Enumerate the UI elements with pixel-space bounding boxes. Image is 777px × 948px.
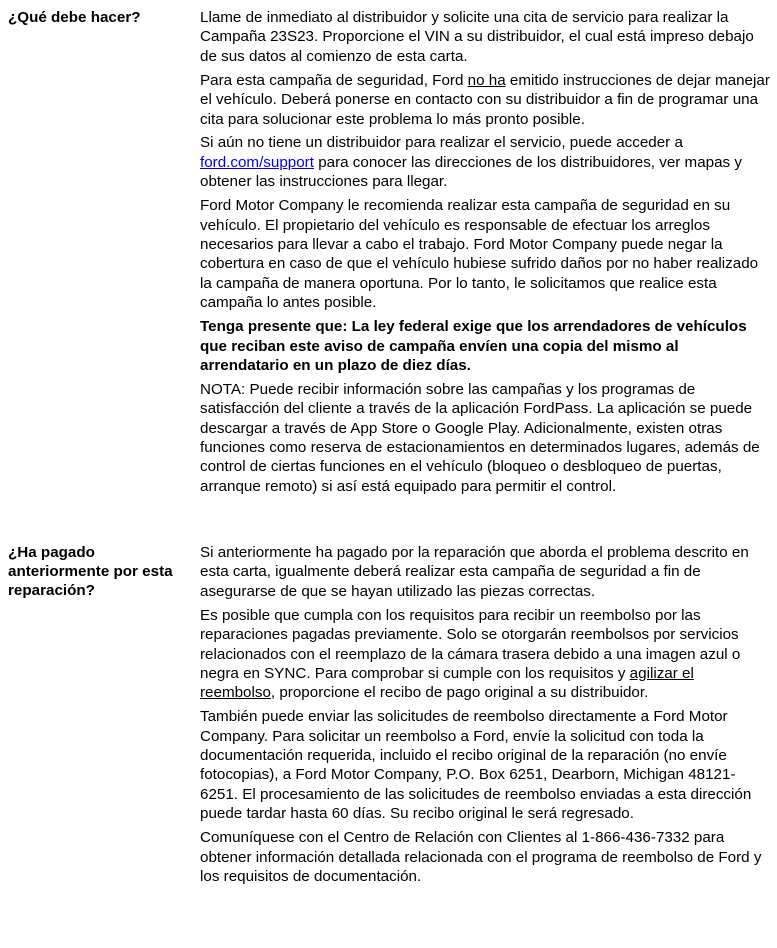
- paragraph-lessor-notice: Tenga presente que: La ley federal exige que los arrendadores de vehículos que reciban este aviso de campaña envíen una copia del mismo al arrendatario en un plazo de diez días.: [200, 318, 747, 374]
- text-fragment: Para esta campaña de seguridad, Ford: [200, 71, 468, 89]
- section-body-what-to-do: [200, 8, 770, 501]
- paragraph-recommendation: Ford Motor Company le recomienda realizar esta campaña de seguridad en su vehículo. El propietario del vehículo es responsable de efectuar los arreglos necesarios para llevar a cabo el trabajo. Ford Motor Company puede negar la cobertura en caso de que el vehículo hubiese sufrido daños por no haber realizado la campaña de manera oportuna. Por lo tanto, le solicitamos que realice esta campaña lo antes posible.: [200, 197, 759, 312]
- paragraph-previous-repair: Si anteriormente ha pagado por la reparación que aborda el problema descrito en esta carta, igualmente deberá realizar esta campaña de seguridad a fin de asegurarse de que se hayan utilizado las piezas correctas.: [200, 544, 749, 600]
- text-fragment: Es posible que cumpla con los requisitos para recibir un reembolso por las reparaciones pagadas previamente. Solo se otorgarán reembolsos por servicios relacionados con el reemplazo de la cámara trasera debido a una imagen azul o negra en SYNC. Para comprobar si cumple con los requisitos y: [200, 606, 741, 682]
- underlined-text-expedite-reimbursement: agilizar el reembolso: [200, 664, 694, 702]
- section-heading-previous-payment: ¿Ha pagado anteriormente por esta reparación?: [8, 544, 173, 599]
- text-fragment: emitido instrucciones de dejar manejar el vehículo. Deberá ponerse en contacto con su distribuidor a fin de programar una cita para solucionar este problema lo más pronto posible.: [200, 71, 770, 128]
- paragraph-find-dealer: [200, 133, 770, 191]
- paragraph-fordpass-note: NOTA: Puede recibir información sobre las campañas y los programas de satisfacción del cliente a través de la aplicación FordPass. La aplicación se puede descargar a través de App Store o Google Play. Adicionalmente, existen otras funciones como reserva de estacionamientos en determinados lugares, además de control de ciertas funciones en el vehículo (bloqueo o desbloqueo de puertas, arranque remoto) si así está equipado para permitir el control.: [200, 380, 760, 495]
- text-fragment: , proporcione el recibo de pago original a su distribuidor.: [270, 684, 649, 702]
- paragraph-schedule-service: Llame de inmediato al distribuidor y solicite una cita de servicio para realizar la Campaña 23S23. Proporcione el VIN a su distribuidor, el cual está impreso debajo de sus datos al comienzo de esta carta.: [200, 9, 754, 65]
- text-fragment: Si aún no tiene un distribuidor para realizar el servicio, puede acceder a: [200, 134, 683, 152]
- paragraph-driving-instructions: [200, 71, 770, 129]
- ford-support-link[interactable]: ford.com/support: [200, 153, 314, 171]
- paragraph-reimbursement-eligibility: [200, 606, 770, 703]
- underlined-text-no-ha: no ha: [467, 71, 506, 89]
- section-body-previous-payment: [200, 543, 770, 891]
- section-heading-what-to-do: ¿Qué debe hacer?: [8, 9, 141, 26]
- text-fragment: para conocer las direcciones de los distribuidores, ver mapas y obtener las instrucciones para llegar.: [200, 153, 742, 191]
- paragraph-mail-reimbursement: También puede enviar las solicitudes de reembolso directamente a Ford Motor Company. Para solicitar un reembolso a Ford, envíe la solicitud con toda la documentación requerida, incluido el recibo original de la reparación (no envíe fotocopias), a Ford Motor Company, P.O. Box 6251, Dearborn, Michigan 48121-6251. El procesamiento de las solicitudes de reembolso enviadas a esta dirección puede tardar hasta 60 días. Su recibo original le será regresado.: [200, 708, 752, 823]
- paragraph-contact-center: Comuníquese con el Centro de Relación con Clientes al 1-866-436-7332 para obtener información detallada relacionada con el programa de reembolso de Ford y los requisitos de documentación.: [200, 829, 762, 885]
